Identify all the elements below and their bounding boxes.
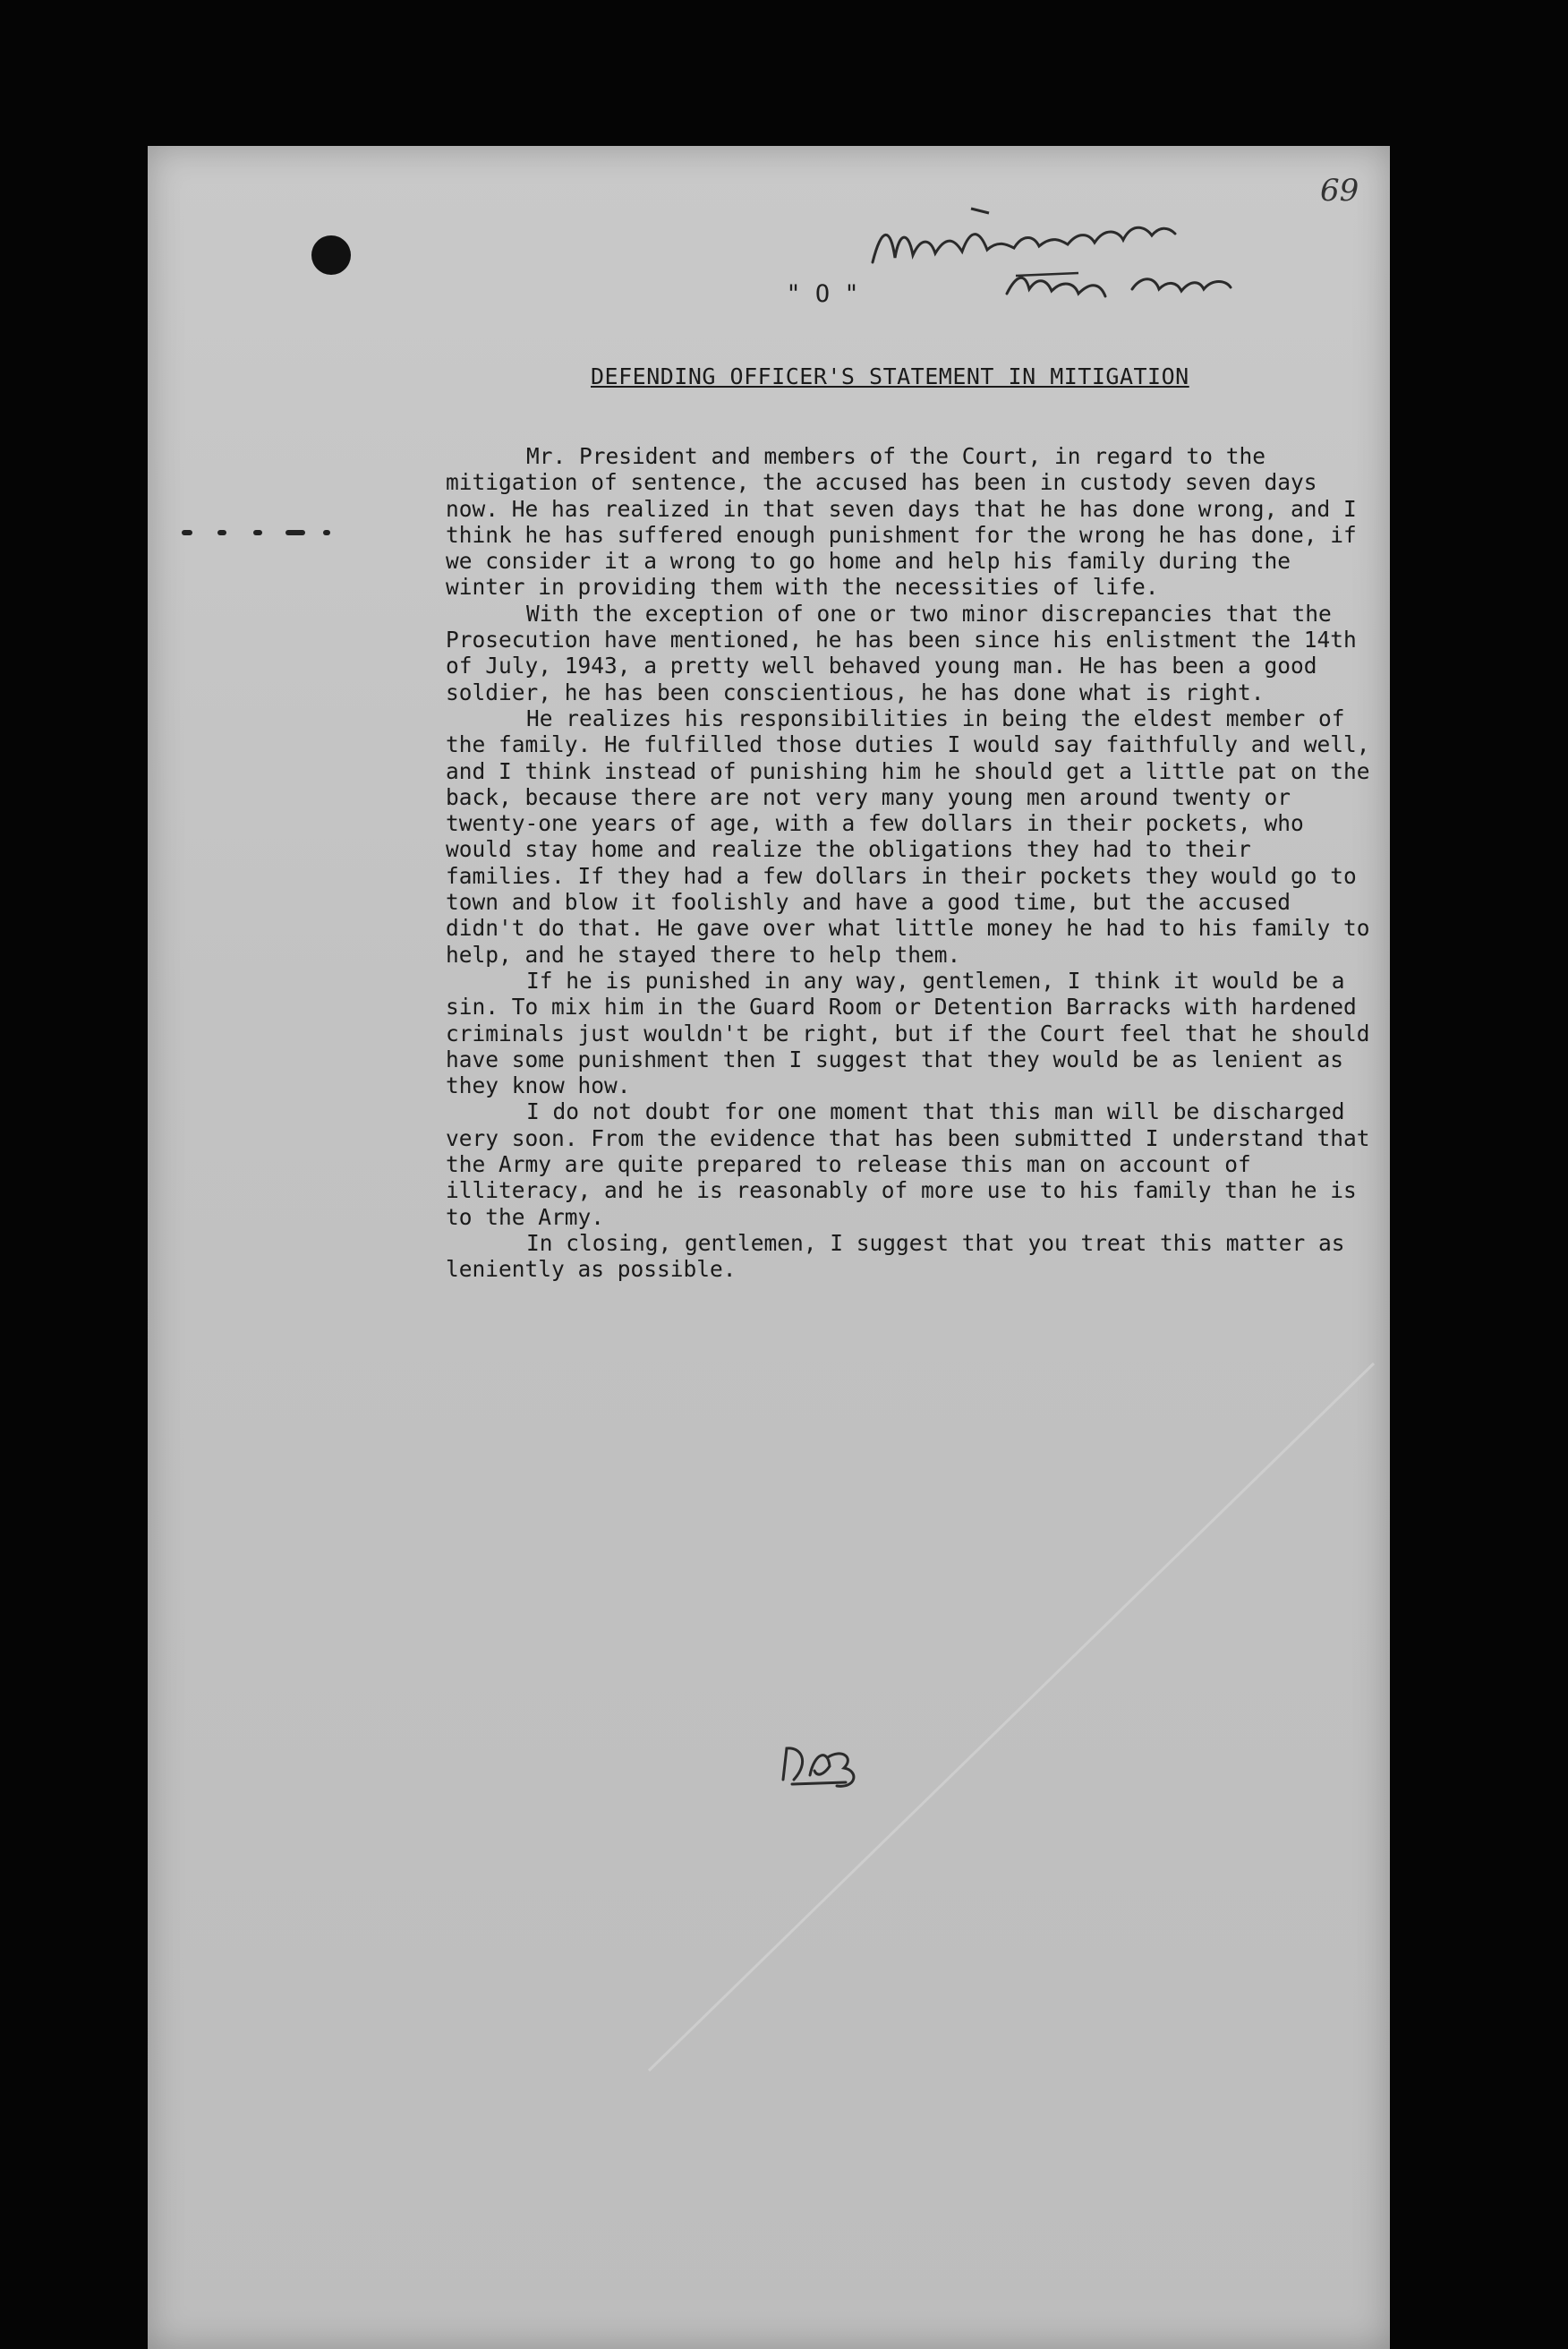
handwritten-initials [774,1730,873,1802]
hole-punch [311,235,351,275]
paragraph: With the exception of one or two minor discrepancies that the Prosecution have mentioned, he has been since his enlistment the 14th of July, 1943, a pretty well behaved young man. He has been a good soldier, he has been conscientious, he has done what is right. [446,600,1357,705]
document-title: DEFENDING OFFICER'S STATEMENT IN MITIGATION [591,363,1189,389]
paragraph: In closing, gentlemen, I suggest that you treat this matter as leniently as possible. [446,1229,1345,1283]
paragraph: I do not doubt for one moment that this man will be discharged very soon. From the evidence that has been submitted I understand that the Army are quite prepared to release this man on account of illiteracy, and he is reasonably of more use to his family than he is to the Army. [446,1098,1370,1230]
document-page [148,146,1390,2349]
statement-body [446,443,1376,1283]
margin-marks [164,526,352,537]
paragraph: He realizes his responsibilities in being the eldest member of the family. He fulfilled those duties I would say faithfully and well, and I think instead of punishing him he should get a little pat on the back, because there are not very many young men around twenty or twenty-one years of age, with a few dollars in their pockets, who would stay home and realize the obligations they had to their families. If they had a few dollars in their pockets they would go to town and blow it foolishly and have a good time, but the accused didn't do that. He gave over what little money he had to his family to help, and he stayed there to help them. [446,705,1370,968]
page-number: 69 [1320,173,1359,209]
document-marker: " O " [786,280,859,308]
paragraph: Mr. President and members of the Court, in regard to the mitigation of sentence, the accused has been in custody seven days now. He has realized in that seven days that he has done wrong, and I think he has suffered enough punishment for the wrong he has done, if we consider it a wrong to go home and help his family during the winter in providing them with the necessities of life. [446,443,1357,601]
paragraph: If he is punished in any way, gentlemen, I think it would be a sin. To mix him in the Guard Room or Detention Barracks with hardened criminals just wouldn't be right, but if the Court feel that he should have some punishment then I suggest that they would be as lenient as they know how. [446,967,1370,1099]
